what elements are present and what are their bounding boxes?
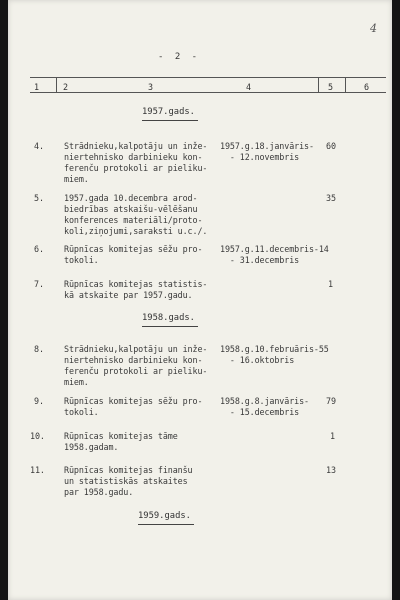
header-rule-bottom [30, 92, 386, 93]
row-number: 9. [34, 396, 44, 406]
column-header-4: 4 [246, 82, 252, 92]
row-date-range: 1958.g.8.janvāris- - 15.decembris [220, 396, 309, 417]
row-date-range: 1957.g.11.decembris-14 - 31.decembris [220, 244, 329, 265]
row-description: Strādnieku,kalpotāju un inže- niertehnisko darbinieku kon- ferenču protokoli ar pieliku- miem. [64, 344, 208, 387]
row-count: 1 [330, 431, 335, 441]
row-count: 79 [326, 396, 336, 406]
year-heading-1957: 1957.gads. [142, 107, 195, 117]
row-description: Strādnieku,kalpotāju un inže- niertehnisko darbinieku kon- ferenču protokoli ar pieliku- miem. [64, 141, 208, 184]
row-description: Rūpnīcas komitejas tāme 1958.gadam. [64, 431, 178, 452]
column-header-5: 5 [328, 82, 334, 92]
row-description: 1957.gada 10.decembra arod- biedrības atskaišu-vēlēšanu konferences materiāli/proto- koli,ziņojumi,saraksti u.c./. [64, 193, 208, 236]
column-header-1: 1 [34, 82, 40, 92]
column-separator [345, 77, 346, 93]
row-date-range: 1957.g.18.janvāris- - 12.novembris [220, 141, 314, 162]
row-count: 60 [326, 141, 336, 151]
row-number: 10. [30, 431, 45, 441]
row-date-range: 1958.g.10.februāris-55 - 16.oktobris [220, 344, 329, 365]
row-count: 35 [326, 193, 336, 203]
row-number: 4. [34, 141, 44, 151]
row-description: Rūpnīcas komitejas statistis- kā atskaite par 1957.gadu. [64, 279, 208, 300]
row-description: Rūpnīcas komitejas sēžu pro- tokoli. [64, 396, 203, 417]
column-header-2: 2 [63, 82, 69, 92]
header-rule-top [30, 77, 386, 78]
year-underline [142, 326, 198, 327]
row-description: Rūpnīcas komitejas finanšu un statistiskās atskaites par 1958.gadu. [64, 465, 193, 497]
row-number: 6. [34, 244, 44, 254]
row-number: 5. [34, 193, 44, 203]
year-underline [138, 524, 194, 525]
row-number: 11. [30, 465, 45, 475]
row-count: 1 [328, 279, 333, 289]
row-description: Rūpnīcas komitejas sēžu pro- tokoli. [64, 244, 203, 265]
year-underline [142, 120, 198, 121]
row-number: 8. [34, 344, 44, 354]
page-number: - 2 - [158, 52, 201, 62]
year-heading-1959: 1959.gads. [138, 511, 191, 521]
corner-page-note: 4 [370, 22, 377, 35]
row-count: 13 [326, 465, 336, 475]
column-header-3: 3 [148, 82, 154, 92]
archive-page [8, 0, 392, 600]
year-heading-1958: 1958.gads. [142, 313, 195, 323]
column-separator [318, 77, 319, 93]
column-separator [56, 77, 57, 93]
row-number: 7. [34, 279, 44, 289]
column-header-6: 6 [364, 82, 370, 92]
